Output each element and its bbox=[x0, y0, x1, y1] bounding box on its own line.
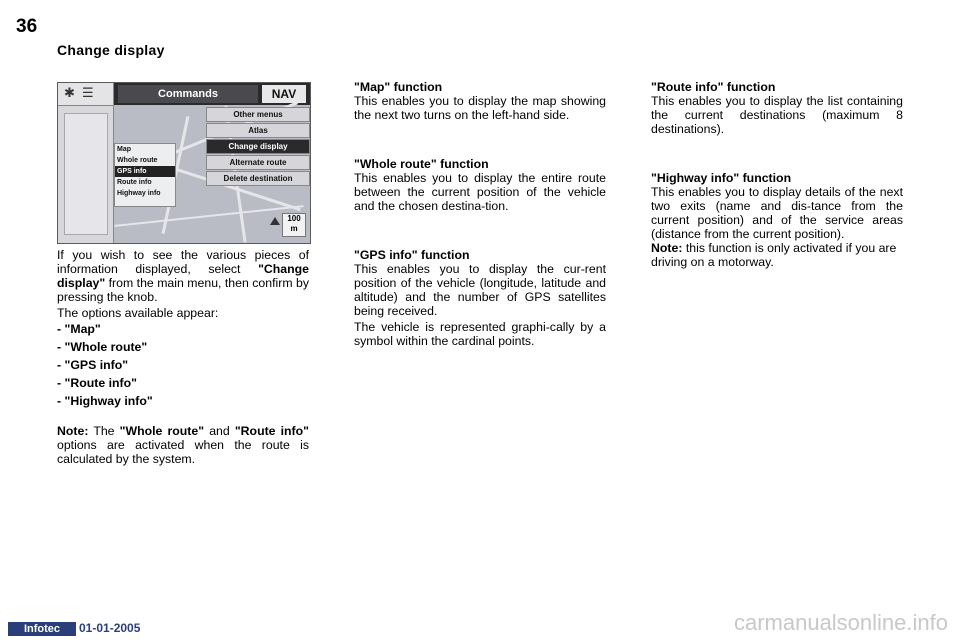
menu-delete-destination: Delete destination bbox=[206, 171, 310, 186]
infotec-logo: Infotec bbox=[8, 622, 76, 636]
commands-header: Commands bbox=[118, 85, 258, 103]
menu-atlas: Atlas bbox=[206, 123, 310, 138]
map-function-title: "Map" function bbox=[354, 80, 443, 94]
list-item: - "Route info" bbox=[57, 376, 137, 390]
note-text: options are activated when the route is calculated by the system. bbox=[57, 438, 309, 466]
vehicle-arrow-icon bbox=[270, 217, 280, 225]
highway-note-text: this function is only activated if you are driving on a motorway. bbox=[651, 241, 897, 269]
highway-info-function-body: This enables you to display details of the next two exits (name and dis-tance from the current position) and of the service areas (distance from the current position). bbox=[651, 185, 903, 241]
screen-left-panel bbox=[58, 83, 114, 243]
whole-route-function-title: "Whole route" function bbox=[354, 157, 489, 171]
list-item: - "Map" bbox=[57, 322, 101, 336]
intro-paragraph bbox=[57, 248, 309, 304]
list-item: - "GPS info" bbox=[57, 358, 129, 372]
screen-left-box bbox=[64, 113, 108, 235]
note-text: and bbox=[209, 424, 230, 438]
menu-other-menus: Other menus bbox=[206, 107, 310, 122]
whole-route-function-body: This enables you to display the entire route between the current position of the vehicle and the chosen destina-tion. bbox=[354, 171, 606, 213]
submenu-whole-route: Whole route bbox=[117, 157, 158, 164]
submenu-gps-info: GPS info bbox=[115, 166, 175, 177]
submenu-map: Map bbox=[117, 146, 131, 153]
highway-info-function-title: "Highway info" function bbox=[651, 171, 792, 185]
scale-unit: m bbox=[290, 224, 298, 233]
gps-info-function-title: "GPS info" function bbox=[354, 248, 470, 262]
menu-alternate-route: Alternate route bbox=[206, 155, 310, 170]
intro-option-name: "Change display" bbox=[57, 262, 309, 290]
screen-toolbar bbox=[58, 83, 113, 106]
route-info-function-title: "Route info" function bbox=[651, 80, 776, 94]
gps-info-function-body-2: The vehicle is represented graphi-cally by a symbol within the cardinal points. bbox=[354, 320, 606, 348]
intro-text-end: from the main menu, then confirm by pressing the knob. bbox=[57, 276, 309, 304]
route-info-function-body: This enables you to display the list containing the current destinations (maximum 8 destinations). bbox=[651, 94, 903, 136]
watermark: carmanualsonline.info bbox=[733, 610, 948, 635]
note-bold: "Route info" bbox=[234, 424, 309, 438]
footer-date: 01-01-2005 bbox=[79, 621, 141, 635]
screen-header bbox=[114, 83, 310, 105]
scale-value: 100 bbox=[287, 214, 301, 223]
display-submenu bbox=[114, 143, 176, 207]
gps-info-function-body: This enables you to display the cur-rent position of the vehicle (longitude, latitude and altitude) and the number of GPS satellites being received. bbox=[354, 262, 606, 318]
note-label: Note: bbox=[57, 424, 89, 438]
nav-button: NAV bbox=[262, 85, 306, 103]
list-item: - "Whole route" bbox=[57, 340, 148, 354]
column-3 bbox=[651, 80, 903, 269]
submenu-highway-info: Highway info bbox=[117, 190, 161, 197]
compass-icon: ✱ bbox=[64, 85, 75, 100]
nav-screen-image bbox=[57, 82, 311, 244]
options-list bbox=[57, 320, 309, 410]
column-1 bbox=[57, 248, 309, 466]
column-2 bbox=[354, 80, 606, 348]
intro-text: If you wish to see the various pieces of information displayed, select bbox=[57, 248, 309, 276]
page-number: 36 bbox=[16, 16, 38, 37]
note-text: The bbox=[93, 424, 115, 438]
highway-note-label: Note: bbox=[651, 241, 683, 255]
map-function-body: This enables you to display the map showing the next two turns on the left-hand side. bbox=[354, 94, 606, 122]
highway-note bbox=[651, 241, 903, 269]
options-intro: The options available appear: bbox=[57, 306, 219, 320]
list-item: - "Highway info" bbox=[57, 394, 153, 408]
list-icon: ☰ bbox=[82, 85, 94, 100]
section-title: Change display bbox=[57, 42, 165, 58]
note-bold: "Whole route" bbox=[119, 424, 205, 438]
menu-change-display: Change display bbox=[206, 139, 310, 154]
note-paragraph bbox=[57, 424, 309, 466]
map-scale bbox=[282, 213, 306, 237]
submenu-route-info: Route info bbox=[117, 179, 152, 186]
